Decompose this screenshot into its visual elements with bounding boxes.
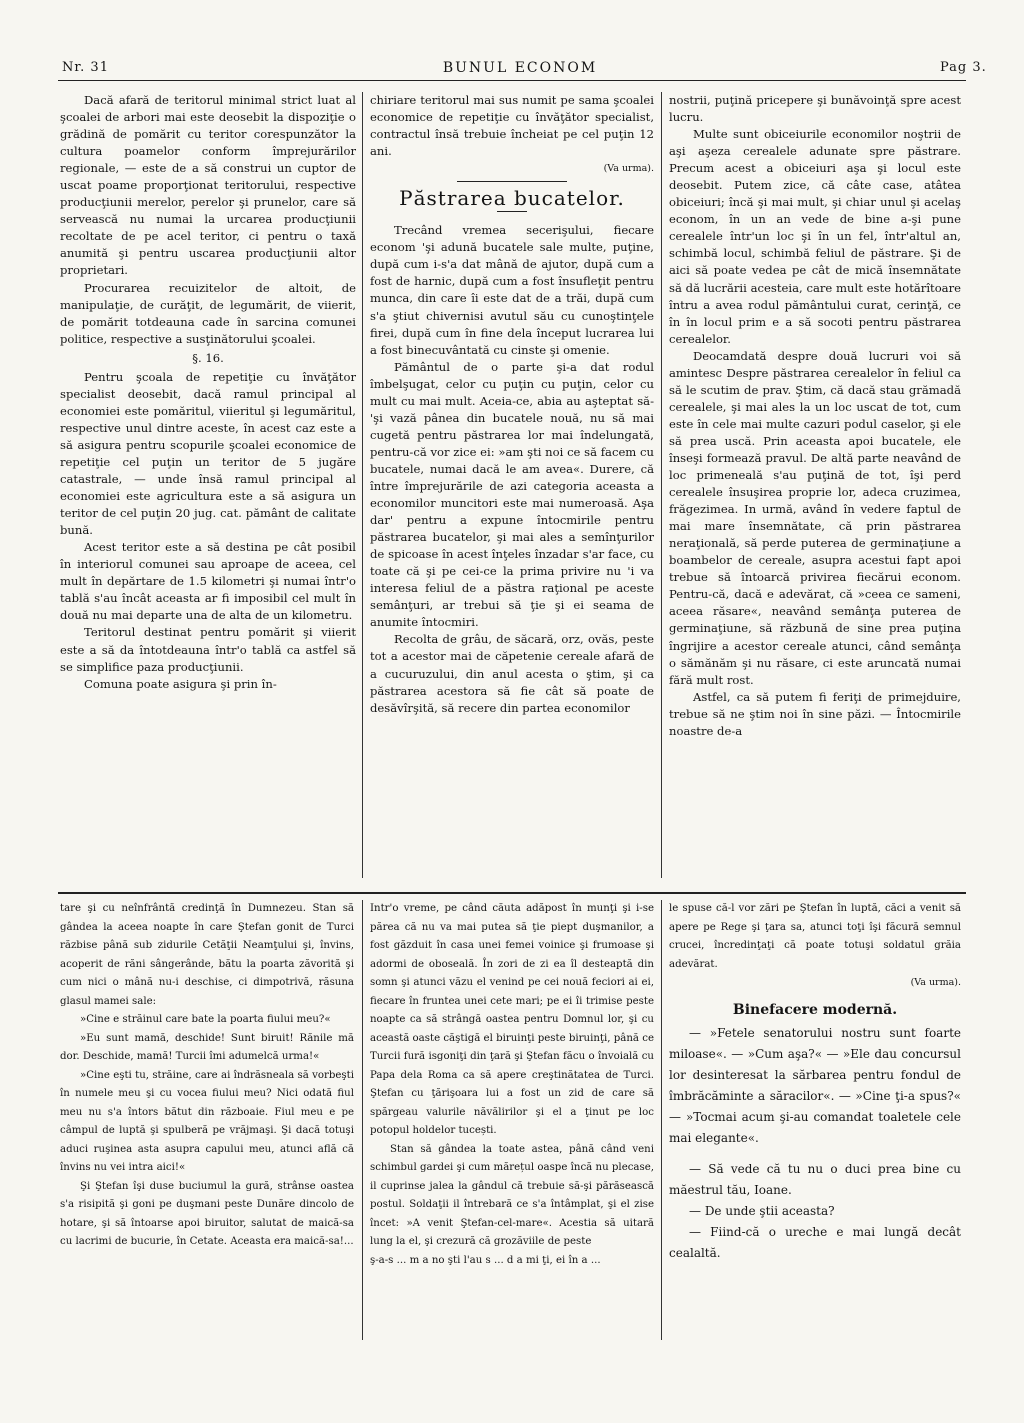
paragraph: Teritorul destinat pentru pomărit şi viierit este a să da întotdeauna într'o tablă ca astfel să se simplifice paza producţiunii. <box>60 625 356 674</box>
paragraph: chiriare teritorul mai sus numit pe sama şcoalei economice de repetiţie cu învăţător specialist, contractul însă trebuie încheiat pe cel puţin 12 ani. <box>370 93 654 159</box>
feuilleton-column-2 <box>370 900 654 1340</box>
paragraph: Şi Ştefan îşi duse buciumul la gură, strânse oastea s'a risipită şi goni pe duşmani peste Dunăre dincolo de hotare, şi să întoarse apoi biruitor, salutat de maică-sa cu lacrimi de bucurie, în Cetate. Aceasta era maică-sa!... <box>60 1180 354 1247</box>
paragraph: Pământul de o parte şi-a dat rodul îmbelşugat, celor cu puţin cu puţin, celor cu mult cu mai mult. Aceia-ce, abia au aşteptat să-'şi vază pânea din bucatele nouă, nu să mai cugetă pentru păstrarea lor mai îndelungată, pentru-că vor zice ei: »am şti noi ce să facem cu bucatele, numai dacă le am avea«. Durere, că între împrejurările de azi categoria aceasta a economilor muncitori este mai numeroasă. Aşa dar' pentru a expune întocmirile pentru păstrarea bucatelor, şi mai ales a semînţurilor de spicoase în acest înţeles înzadar s'ar face, cu toate că şi pe cei-ce la prima privire nu 'i va interesa feliul de a păstra raţional pe aceste semânţuri, ar trebui să ţie şi ei seama de anumite întocmiri. <box>370 359 654 630</box>
article-title: Păstrarea bucatelor. <box>399 186 625 211</box>
paragraph: Recolta de grâu, de săcară, orz, ovăs, peste tot a acestor mai de căpetenie cereale afară de a cucuruzului, din anul acesta o ştim, şi ca păstrarea acestora să fie cât să poate de desăvîrşită, să recere din partea economilor <box>370 632 654 715</box>
paragraph: Trecând vremea secerişului, fiecare econom 'şi adună bucatele sale multe, puţine, după cum i-s'a dat mână de ajutor, după cum a fost de harnic, după cum a fost însufleţit pentru munca, din care îi este dat de a trăi, după cum s'a ştiut chivernisi avutul său cu cunoştinţele firei, după cum în fine dela început lucrarea lui a fost binecuvântată cu cinste şi omenie. <box>370 223 654 357</box>
paragraph: tare şi cu neînfrântă credinţă în Dumnezeu. Stan să gândea la aceea noapte în care Ştefan gonit de Turci răzbise până sub zidurile Cetăţii Neamţului şi, învins, acoperit de răni sângerânde, bătu la poarta zăvorită şi cum nici o mână nu-i deschise, ci dimpotrivă, răsuna glasul mamei sale: <box>60 903 354 1007</box>
paragraph: Dacă afară de teritorul minimal strict luat al şcoalei de arbori mai este deosebit la dispoziţie o grădină de pomărit cu teritor corespunzător la cultura poamelor conform împrejurărilor regionale, — este de a să construi un cuptor de uscat poame proporţionat teritorului, respective producţiunii merelor, perelor şi prunelor, care să servească nu numai la urcarea producţiunii recoltate de pe acel teritor, ci pentru o taxă anumită şi pentru uscarea producţiunii altor proprietari. <box>60 93 356 278</box>
paragraph: — »Fetele senatorului nostru sunt foarte miloase«. — »Cum aşa?« — »Ele dau concursul lor desinteresat la sărbarea pentru fondul de îmbrăcăminte a săracilor«. — »Cine ţi-a spus?« — »Tocmai acum şi-au comandat toaletele cele mai elegante«. <box>669 1026 961 1145</box>
paragraph: »Cine eşti tu, străine, care ai îndrăsneala să vorbeşti în numele meu şi cu vocea fiului meu? Nici odată fiul meu nu s'a întors bătut din războaie. Fiul meu e pe câmpul de luptă şi spulberă pe vrăjmaşi. Şi dacă totuşi aduci ruşinea asta asupra capului meu, atunci află că învins nu vei intra aici!« <box>60 1069 354 1173</box>
paragraph: — De unde ştii aceasta? <box>689 1204 835 1218</box>
paragraph: nostrii, puţină pricepere şi bunăvoinţă spre acest lucru. <box>669 93 961 125</box>
column-3 <box>669 92 961 886</box>
to-be-continued: (Va urma). <box>603 163 654 175</box>
paragraph: — Să vede că tu nu o duci prea bine cu măestrul tău, Ioane. <box>669 1162 961 1197</box>
paragraph: Astfel, ca să putem fi feriţi de primejduire, trebue să ne ştim noi în sine păzi. — Întocmirile noastre de-a <box>669 689 961 738</box>
paragraph: le spuse că-l vor zări pe Ştefan în luptă, căci a venit să apere pe Rege şi ţara sa, atunci toţi îşi făcură semnul crucei, încredinţaţi că poate totuşi soldatul grăia adevărat. <box>669 903 961 970</box>
column-1 <box>60 92 356 886</box>
feuilleton-column-1 <box>60 900 354 1340</box>
header-rule <box>58 80 966 81</box>
paragraph: »Eu sunt mamă, deschide! Sunt biruit! Rănile mă dor. Deschide, mamă! Turcii îmi adumelcă urma!« <box>60 1032 354 1062</box>
article-title: Binefacere modernă. <box>732 1001 898 1018</box>
feuilleton-column-3 <box>669 900 961 1340</box>
paragraph: Pentru şcoala de repetiţie cu învăţător specialist deosebit, dacă ramul principal al economiei este pomăritul, viieritul şi legumăritul, respective unul dintre aceste, în acest caz este a să asigura pentru scopurile şcoalei economice de repetiţie cel puţin un teritor de 5 jugăre catastrale, — unde însă ramul principal al economiei este agricultura este a să asigura un teritor de cel puţin 20 jug. cat. pământ de calitate bună. <box>60 369 356 538</box>
column-separator <box>661 92 662 878</box>
article-divider <box>457 181 567 182</box>
paragraph: Acest teritor este a să destina pe cât posibil în interiorul comunei sau aproape de aceea, cel mult în depărtare de 1.5 kilometri şi numai într'o tablă s'au încât aceasta ar fi imposibil cel mult în două nu mai departe una de alta de un kilometru. <box>60 540 356 623</box>
feuilleton-rule <box>58 892 966 894</box>
column-2 <box>370 92 654 886</box>
paragraph: ş-a-s ... m a no şti l'au s ... d a mi ţi, ei în a ... <box>370 1254 601 1266</box>
paragraph: Multe sunt obiceiurile economilor noştrii de aşi aşeza cerealele adunate spre păstrare. Precum acest a obiceiuri aşa şi locul este deosebit. Putem zice, că câte case, atâtea obiceiuri; încă şi mai mult, şi chiar unul şi acelaş econom, în un an vede de bine a-şi pune cerealele într'un loc şi în un fel, într'altul an, schimbă locul, schimbă feliul de păstrare. Şi de aici să poate vedea pe cât de mică însemnătate să dă lucrării acesteia, care mult este hotărîtoare întru a avea rodul pământului curat, cerinţă, ce în în locul prim e a să socoti pentru păstrarea cerealelor. <box>669 127 961 346</box>
paragraph: Comuna poate asigura şi prin în- <box>84 676 277 691</box>
paragraph: Deocamdată despre două lucruri voi să amintesc Despre păstrarea cerealelor în feliul ca să le scutim de prav. Ştim, că dacă stau grămadă cerealele, şi mai ales la un loc uscat de tot, cum este în cele mai multe cazuri podul caselor, şi ele să prea uscă. Prin aceasta apoi bucatele, ele înseşi formează pravul. De altă parte neavând de loc primeneală s'au puţină de tot, îşi perd cerealele însuşirea proprie lor, adeca cruzimea, frăgezimea. In urmă, având în vedere faptul de mai mare însemnătate, că prin păstrarea neraţională, să perde puterea de germinaţiune a boambelor de cereale, asupra acestui fapt apoi trebue să întoarcă privirea fiecărui econom. Pentru-că, dacă e adevărat, că »ceea ce sameni, aceea răsare«, neavând semânţa puterea de germinaţiune, să răzbună de sine prea puţina îngrijire a acestor cereale atunci, când semânţa o sămănăm şi nu răsare, ci este aruncată numai fără mult rost. <box>669 348 961 687</box>
column-separator <box>362 92 363 878</box>
title-dash <box>497 211 527 212</box>
column-separator <box>661 900 662 1340</box>
paragraph: Procurarea recuizitelor de altoit, de manipulaţie, de curăţit, de legumărit, de viierit, de pomărit totdeauna cade în sarcina comunei politice, respective a susţinătorului şcoalei. <box>60 280 356 346</box>
paragraph: — Fiind-că o ureche e mai lungă decât cealaltă. <box>669 1225 961 1260</box>
issue-number: Nr. 31 <box>62 60 109 75</box>
paragraph: Intr'o vreme, pe când căuta adăpost în munţi şi i-se părea că nu va mai putea să ţie piept duşmanilor, a fost găzduit în casa unei femei voinice şi frumoase şi adormi de oboseală. În zori de zi ea îl desteaptă din somn şi atunci văzu el venind pe cei nouă feciori ai ei, fiecare în fruntea unei cete mari; pe ei îi trimise peste noapte ca să strângă oastea pentru Domnul lor, şi cu această oaste căştigă el biruinţi peste biruinţi, până ce Turcii fură isgoniţi din ţară şi Ştefan făcu o învoială cu Papa dela Roma ca să apere creştinătatea de Turci. Ştefan cu ţărişoara lui a fost un zid de care să spărgeau valurile năvălirilor şi el a ţinut pe loc potopul holdelor tucești. <box>370 903 654 1136</box>
paragraph: »Cine e străinul care bate la poarta fiului meu?« <box>80 1014 331 1025</box>
section-number: §. 16. <box>192 350 224 365</box>
page-number: Pag 3. <box>940 60 987 75</box>
newspaper-title: BUNUL ECONOM <box>442 60 598 76</box>
column-separator <box>362 900 363 1340</box>
to-be-continued: (Va urma). <box>910 977 961 988</box>
paragraph: Stan să gândea la toate astea, până când veni schimbul gardei şi cum mărețul oaspe încă nu plecase, il cuprinse jalea la gândul că trebuie să-şi părăsească postul. Soldaţii il întrebară ce s'a întâmplat, şi el zise încet: »A venit Ştefan-cel-mare«. Acestia să uitară lung la el, şi crezură că grozăviile de peste <box>370 1143 654 1247</box>
